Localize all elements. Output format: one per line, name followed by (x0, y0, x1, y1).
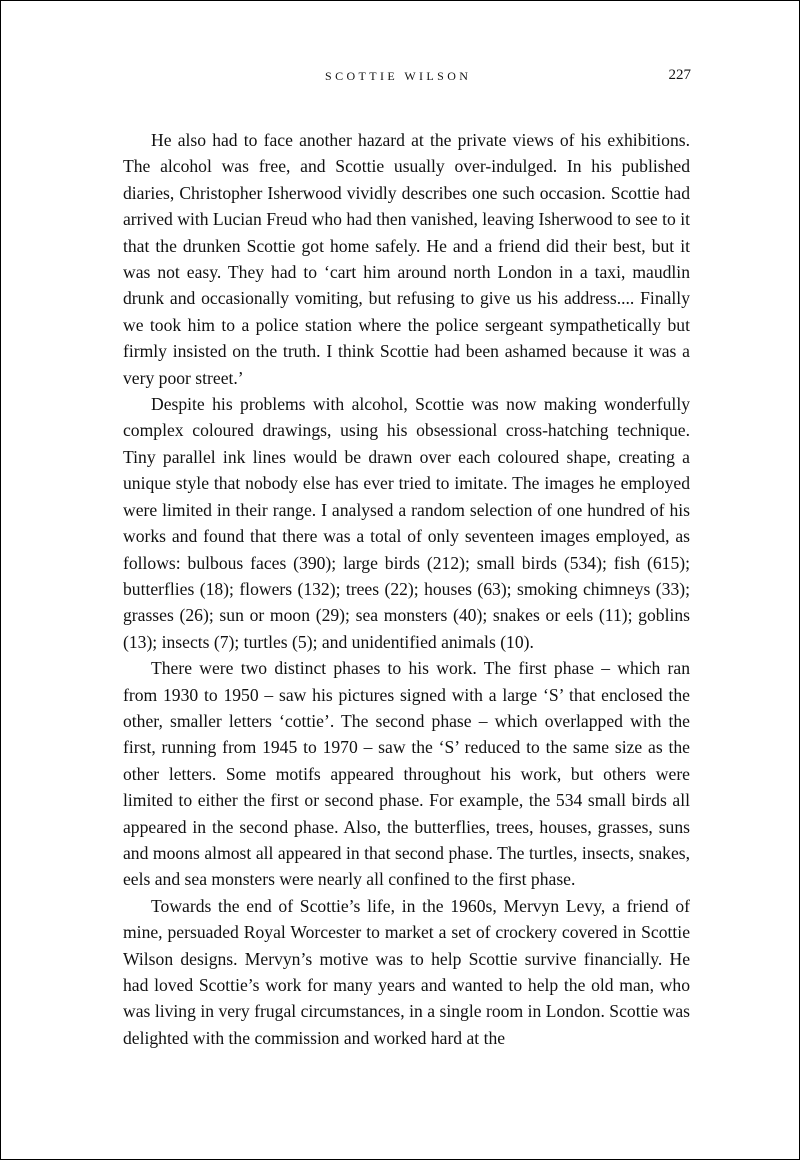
paragraph-two-phases: There were two distinct phases to his work. The first phase – which ran from 1930 to 1950 – saw his pictures signed with a large ‘S’ that enclosed the other, smaller letters ‘cottie’. The second phase – which overlapped with the first, running from 1945 to 1970 – saw the ‘S’ reduced to the same size as the other letters. Some motifs appeared throughout his work, but others were limited to either the first or second phase. For example, the 534 small birds all appeared in the second phase. Also, the butterflies, trees, houses, grasses, suns and moons almost all appeared in that second phase. The turtles, insects, snakes, eels and sea monsters were nearly all confined to the first phase. (123, 658, 690, 890)
paragraph-royal-worcester: Towards the end of Scottie’s life, in the 1960s, Mervyn Levy, a friend of mine, persuaded Royal Worcester to market a set of crockery covered in Scottie Wilson designs. Mervyn’s motive was to help Scottie survive financially. He had loved Scottie’s work for many years and wanted to help the old man, who was living in very frugal circumstances, in a single room in London. Scottie was delighted with the commission and worked hard at the (123, 895, 690, 1048)
running-head (1, 67, 800, 87)
running-title: SCOTTIE WILSON (325, 69, 472, 83)
paragraph-private-views: He also had to face another hazard at the private views of his exhibitions. The alcohol was free, and Scottie usually over-indulged. In his published diaries, Christopher Isherwood vividly describes one such occasion. Scottie had arrived with Lucian Freud who had then vanished, leaving Isherwood to see to it that the drunken Scottie got home safely. He and a friend did their best, but it was not easy. They had to ‘cart him around north London in a taxi, maudlin drunk and occasionally vomiting, but refusing to give us his address.... Finally we took him to a police station where the police sergeant sympathetically but firmly insisted on the truth. I think Scottie had been ashamed because it was a very poor street.’ (123, 130, 690, 388)
paragraph-drawing-technique: Despite his problems with alcohol, Scottie was now making wonderfully complex coloured drawings, using his obsessional cross-hatching technique. Tiny parallel ink lines would be drawn over each coloured shape, creating a unique style that nobody else has ever tried to imitate. The images he employed were limited in their range. I analysed a random selection of one hundred of his works and found that there was a total of only seventeen images employed, as follows: bulbous faces (390); large birds (212); small birds (534); fish (615); butterflies (18); flowers (132); trees (22); houses (63); smoking chimneys (33); grasses (26); sun or moon (29); sea monsters (40); snakes or eels (11); goblins (13); insects (7); turtles (5); and unidentified animals (10). (123, 394, 690, 652)
body-text (123, 127, 690, 1051)
page-number: 227 (668, 67, 691, 83)
